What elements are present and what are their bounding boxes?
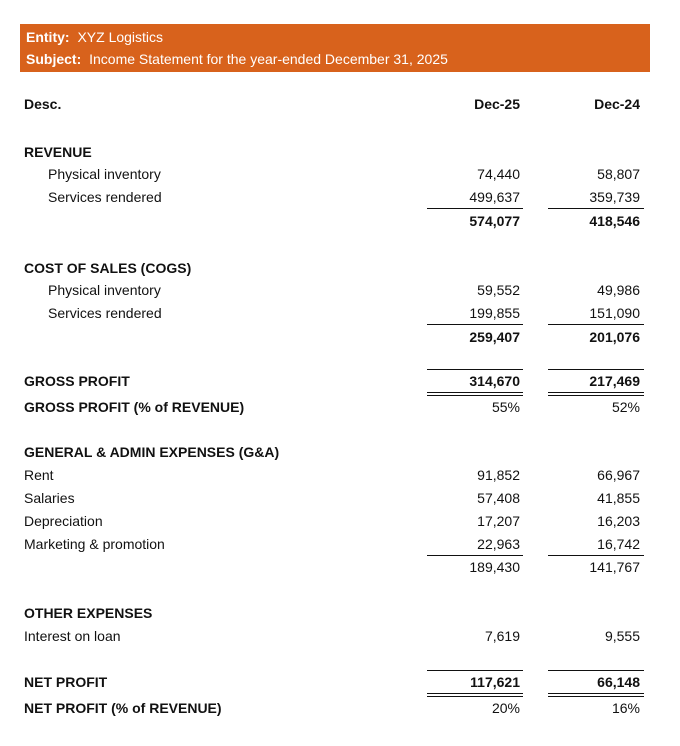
table-row: Interest on loan 7,619 9,555 xyxy=(24,628,640,644)
double-rule xyxy=(548,693,644,694)
net-profit-pct-row: NET PROFIT (% of REVENUE) 20% 16% xyxy=(24,700,640,716)
cogs-total-row: 259,407 201,076 xyxy=(469,329,640,345)
subject-line xyxy=(26,49,448,69)
statement-header-banner xyxy=(20,24,650,72)
section-title-other: OTHER EXPENSES xyxy=(24,605,153,621)
table-row: Depreciation 17,207 16,203 xyxy=(24,513,640,529)
table-row: Services rendered 199,855 151,090 xyxy=(48,305,640,321)
entity-line xyxy=(26,27,163,47)
gross-profit-row: GROSS PROFIT 314,670 217,469 xyxy=(24,373,640,389)
column-header-row xyxy=(0,93,680,115)
net-profit-row: NET PROFIT 117,621 66,148 xyxy=(24,674,640,690)
entity-value: XYZ Logistics xyxy=(77,29,164,45)
revenue-total-row: 574,077 418,546 xyxy=(469,213,640,229)
table-row: Physical inventory 74,440 58,807 xyxy=(48,166,640,182)
entity-label: Entity: xyxy=(26,29,70,45)
double-rule xyxy=(548,392,644,393)
section-title-cogs: COST OF SALES (COGS) xyxy=(24,260,192,276)
double-rule xyxy=(427,392,523,393)
table-row: Physical inventory 59,552 49,986 xyxy=(48,282,640,298)
total-rule xyxy=(427,208,523,209)
total-rule xyxy=(548,208,644,209)
double-rule xyxy=(427,693,523,694)
subject-value: Income Statement for the year-ended December 31, 2025 xyxy=(89,51,448,67)
total-rule xyxy=(548,324,644,325)
subject-label: Subject: xyxy=(26,51,82,67)
gross-profit-pct-row: GROSS PROFIT (% of REVENUE) 55% 52% xyxy=(24,399,640,415)
table-row: Rent 91,852 66,967 xyxy=(24,467,640,483)
section-title-revenue: REVENUE xyxy=(24,144,92,160)
table-row: Marketing & promotion 22,963 16,742 xyxy=(24,536,640,552)
column-header-dec24: Dec-24 xyxy=(594,96,640,112)
table-row: Services rendered 499,637 359,739 xyxy=(48,189,640,205)
table-row: Salaries 57,408 41,855 xyxy=(24,490,640,506)
total-rule xyxy=(427,324,523,325)
column-header-desc: Desc. xyxy=(24,96,62,112)
section-title-ga: GENERAL & ADMIN EXPENSES (G&A) xyxy=(24,444,280,460)
ga-total-row: 189,430 141,767 xyxy=(469,559,640,575)
column-header-dec25: Dec-25 xyxy=(474,96,520,112)
